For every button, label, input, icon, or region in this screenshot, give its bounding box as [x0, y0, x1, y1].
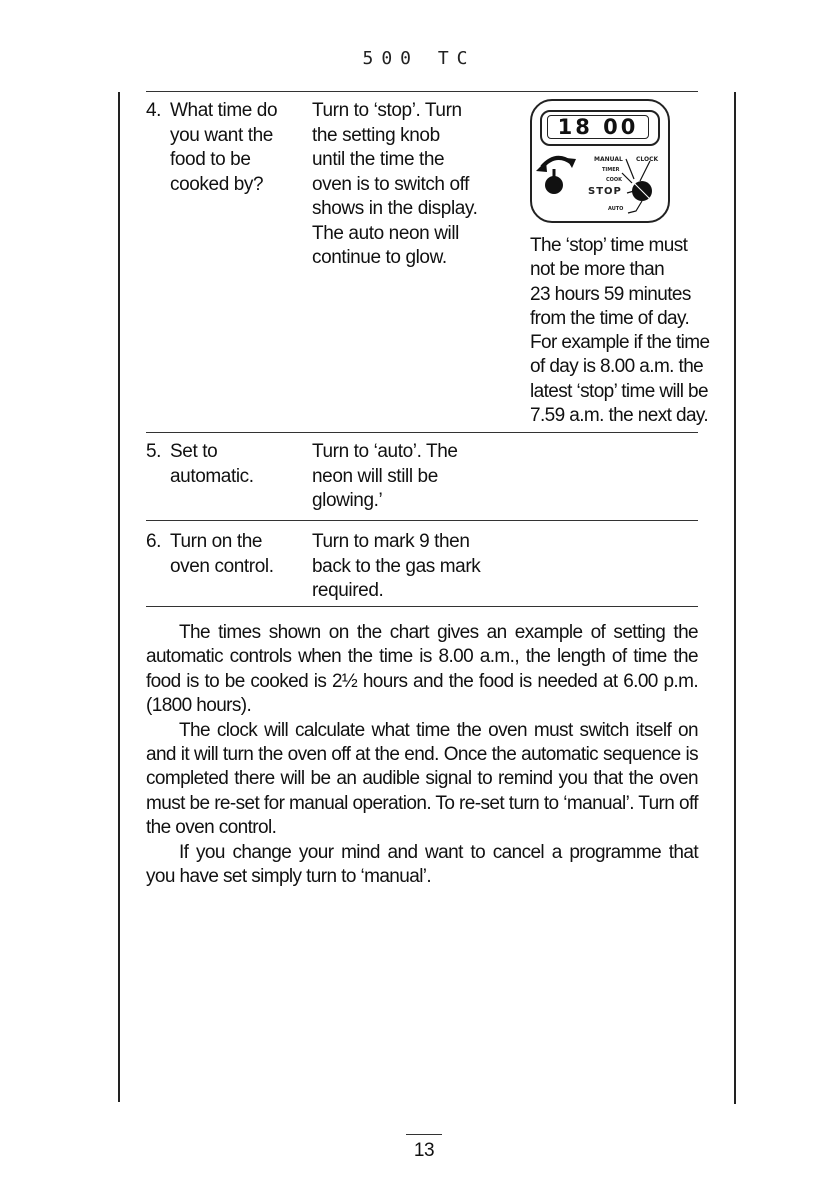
- step-question: Turn on the oven control.: [170, 531, 274, 577]
- body-paragraph: If you change your mind and want to cancel a programme that you have set simply turn to ‘manual’.: [146, 841, 698, 888]
- row-divider: [146, 432, 698, 433]
- step-action: Turn to ‘stop’. Turn the setting knob until the time the oven is to switch off shows in the display. The auto neon will continue to glow.: [312, 100, 478, 268]
- page-title: 500 TC: [362, 48, 476, 69]
- clock-panel-illustration: [530, 99, 670, 223]
- step-number: 4.: [146, 100, 162, 121]
- stop-label: STOP: [588, 186, 622, 197]
- step-action: Turn to ‘auto’. The neon will still be glowing.’: [312, 441, 458, 511]
- body-paragraph: The times shown on the chart gives an example of setting the automatic controls when the time is 8.00 a.m., the length of time the food is to be cooked is 2½ hours and the food is needed at 6.00 p.m. (1800 hours).: [146, 622, 698, 717]
- body-text: [146, 621, 698, 889]
- page-number-rule: [406, 1134, 442, 1135]
- auto-label: AUTO: [608, 206, 624, 212]
- table-top-rule: [146, 91, 698, 92]
- table-bottom-rule: [146, 606, 698, 607]
- row-divider: [146, 520, 698, 521]
- clock-display-readout: 18 00: [547, 115, 649, 139]
- manual-label: MANUAL: [594, 156, 623, 163]
- cook-label: COOK: [606, 177, 623, 183]
- body-paragraph: The clock will calculate what time the oven must switch itself on and it will turn the oven off at the end. Once the automatic sequence is completed there will be an audible signal to remind you that the oven must be re-set for manual operation. To re-set turn to ‘manual’. Turn off the oven control.: [146, 719, 698, 839]
- right-margin-rule: [734, 92, 736, 1104]
- step-number: 6.: [146, 531, 162, 552]
- step-action: Turn to mark 9 then back to the gas mark required.: [312, 531, 481, 601]
- page-number: 13: [413, 1140, 435, 1161]
- step-question: What time do you want the food to be cooked by?: [170, 100, 278, 195]
- step-number: 5.: [146, 441, 162, 462]
- step-question: Set to automatic.: [170, 441, 254, 487]
- left-margin-rule: [118, 92, 120, 1102]
- timer-label: TIMER: [602, 167, 620, 173]
- stop-time-note: The ‘stop’ time must not be more than 23 hours 59 minutes from the time of day. For example if the time of day is 8.00 a.m. the latest ‘stop’ time will be 7.59 a.m. the next day.: [530, 235, 710, 427]
- clock-label: CLOCK: [636, 156, 659, 163]
